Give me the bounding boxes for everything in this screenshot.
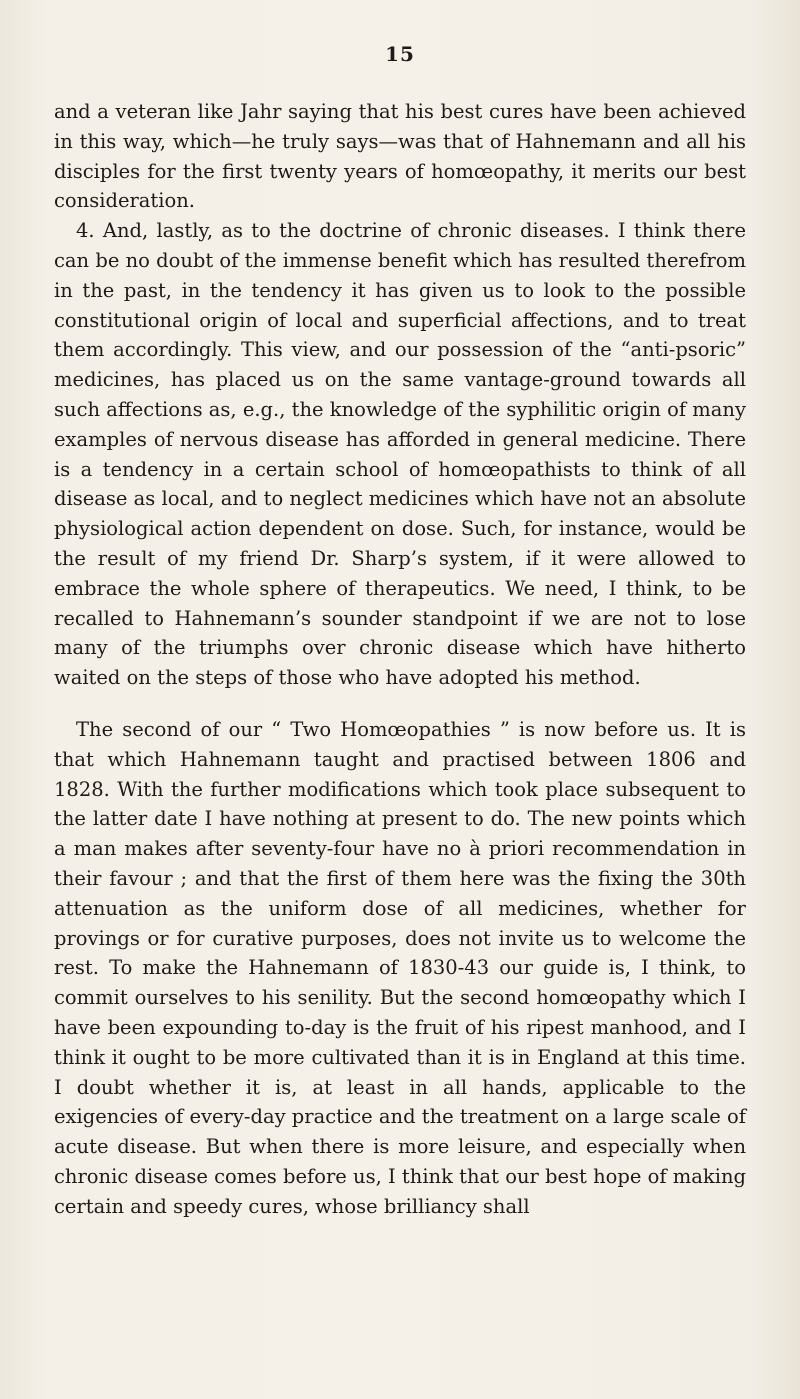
page-number: 15 — [385, 42, 415, 66]
body-text — [54, 97, 746, 1221]
paragraph-second-homoeopathy: The second of our “ Two Homœopathies ” is now before us. It is that which Hahnemann taught and practised between 1806 and 1828. With the further modifications which took place subsequent to the latter date I have nothing at present to do. The new points which a man makes after seventy-four have no à priori recommendation in their favour ; and that the first of them here was the fixing the 30th attenuation as the uniform dose of all medicines, whether for provings or for curative purposes, does not invite us to welcome the rest. To make the Hahnemann of 1830-43 our guide is, I think, to commit ourselves to his senility. But the second homœopathy which I have been expounding to-day is the fruit of his ripest manhood, and I think it ought to be more cultivated than it is in England at this time. I doubt whether it is, at least in all hands, applicable to the exigencies of every-day practice and the treatment on a large scale of acute disease. But when there is more leisure, and especially when chronic disease comes before us, I think that our best hope of making certain and speedy cures, whose brilliancy shall — [54, 717, 746, 1218]
paragraph-chronic-diseases: 4. And, lastly, as to the doctrine of chronic diseases. I think there can be no doubt of the immense benefit which has resulted therefrom in the past, in the tendency it has given us to look to the possible constitutional origin of local and superficial affections, and to treat them accordingly. This view, and our possession of the “anti-psoric” medicines, has placed us on the same vantage-ground towards all such affections as, e.g., the knowledge of the syphilitic origin of many examples of nervous disease has afforded in general medicine. There is a tendency in a certain school of homœopathists to think of all disease as local, and to neglect medicines which have not an absolute physiological action dependent on dose. Such, for instance, would be the result of my friend Dr. Sharp’s system, if it were allowed to embrace the whole sphere of therapeutics. We need, I think, to be recalled to Hahnemann’s sounder standpoint if we are not to lose many of the triumphs over chronic disease which have hitherto waited on the steps of those who have adopted his method. — [54, 219, 746, 690]
paragraph-continuation: and a veteran like Jahr saying that his best cures have been achieved in this way, which—he truly says—was that of Hahnemann and all his disciples for the first twenty years of homœopathy, it merits our best consideration. — [54, 100, 746, 213]
